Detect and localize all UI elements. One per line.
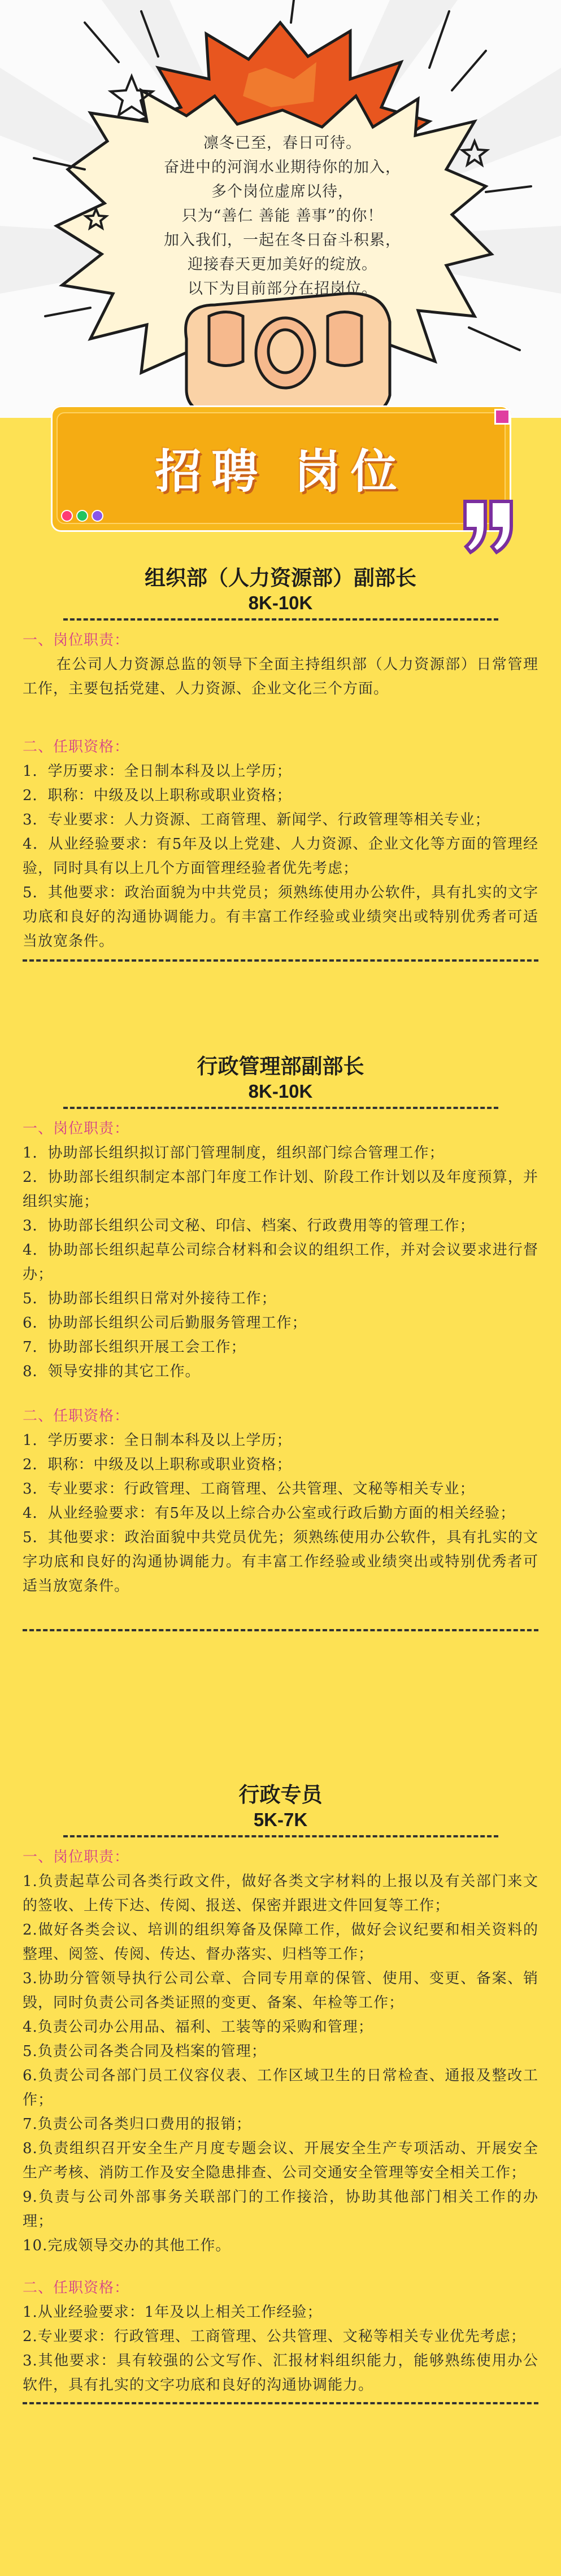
requirement-item: 5．其他要求：政治面貌中共党员优先；须熟练使用办公软件，具有扎实的文字功底和良好的沟通协调能力。有丰富工作经验或业绩突出或特别优秀者可适当放宽条件。 — [23, 1529, 538, 1595]
duty-item: 4．协助部长组织起草公司综合材料和会议的组织工作，并对会议要求进行督办； — [23, 1242, 538, 1283]
requirement-item: 3.其他要求：具有较强的公文写作、汇报材料组织能力，能够熟练使用办公软件，具有扎实的文字功底和良好的沟通协调能力。 — [23, 2352, 538, 2394]
divider — [63, 1835, 498, 1837]
duties-heading: 一、岗位职责： — [23, 632, 130, 649]
recruit-banner — [51, 405, 511, 532]
duty-item: 5.负责公司各类合同及档案的管理； — [23, 2043, 267, 2060]
requirements-heading: 二、任职资格： — [23, 1408, 130, 1425]
requirement-item: 4．从业经验要求：有5年及以上党建、人力资源、企业文化等方面的管理经验，同时具有以上几个方面管理经验者优先考虑； — [23, 836, 538, 877]
requirement-item: 3．专业要求：行政管理、工商管理、公共管理、文秘等相关专业； — [23, 1481, 475, 1497]
banner-title: 招聘 岗位 — [155, 445, 407, 499]
requirement-item: 4．从业经验要求：有5年及以上综合办公室或行政后勤方面的相关经验； — [23, 1505, 516, 1522]
requirement-item: 1．学历要求：全日制本科及以上学历； — [23, 1432, 292, 1449]
intro-line: 以下为目前部分在招岗位。 — [188, 280, 377, 298]
duty-item: 6.负责公司各部门员工仪容仪表、工作区域卫生的日常检查、通报及整改工作； — [23, 2067, 538, 2108]
pointing-hand-icon — [186, 294, 390, 418]
divider — [23, 959, 538, 962]
duty-item: 9.负责与公司外部事务关联部门的工作接洽，协助其他部门相关工作的办理； — [23, 2189, 538, 2230]
requirement-item: 2．职称：中级及以上职称或职业资格； — [23, 1456, 292, 1473]
duty-item: 4.负责公司办公用品、福利、工装等的采购和管理； — [23, 2019, 373, 2036]
intro-line: 多个岗位虚席以待， — [211, 183, 354, 200]
green-dot-icon — [76, 510, 88, 522]
requirement-item: 1.从业经验要求：1年及以上相关工作经验； — [23, 2304, 323, 2321]
banner-dots — [61, 510, 103, 522]
job-salary: 5K-7K — [253, 1809, 308, 1830]
divider — [63, 1107, 498, 1109]
duty-item: 在公司人力资源总监的领导下全面主持组织部（人力资源部）日常管理工作，主要包括党建、人力资源、企业文化三个方面。 — [23, 656, 538, 697]
intro-text — [113, 131, 452, 301]
job-section-hr-deputy — [23, 561, 538, 962]
duty-item: 8．领导安排的其它工作。 — [23, 1363, 201, 1380]
job-title: 行政专员 — [238, 1782, 323, 1807]
duty-item: 3.协助分管领导执行公司公章、合同专用章的保管、使用、变更、备案、销毁，同时负责公司各类证照的变更、备案、年检等工作； — [23, 1970, 538, 2011]
job-section-admin-deputy — [23, 1049, 538, 1631]
divider — [23, 1629, 538, 1631]
duty-item: 2.做好各类会议、培训的组织筹备及保障工作，做好会议纪要和相关资料的整理、阅签、传阅、传达、督办落实、归档等工作； — [23, 1922, 538, 1963]
requirements-heading: 二、任职资格： — [23, 2280, 130, 2296]
requirement-item: 2.专业要求：行政管理、工商管理、公共管理、文秘等相关专业优先考虑； — [23, 2328, 526, 2345]
job-title: 组织部（人力资源部）副部长 — [145, 565, 416, 590]
intro-line: 加入我们，一起在冬日奋斗积累， — [164, 232, 401, 249]
purple-dot-icon — [92, 510, 103, 522]
intro-line: 迎接春天更加美好的绽放。 — [188, 256, 377, 273]
intro-line: 只为“善仁 善能 善事”的你！ — [181, 207, 384, 225]
job-salary: 8K-10K — [248, 1081, 313, 1102]
requirement-item: 2．职称：中级及以上职称或职业资格； — [23, 787, 292, 804]
requirement-item: 1．学历要求：全日制本科及以上学历； — [23, 763, 292, 780]
corner-square-icon — [494, 409, 510, 425]
duty-item: 7.负责公司各类归口费用的报销； — [23, 2116, 251, 2133]
requirement-item: 5．其他要求：政治面貌为中共党员；须熟练使用办公软件，具有扎实的文字功底和良好的沟通协调能力。有丰富工作经验或业绩突出或特别优秀者可适当放宽条件。 — [23, 884, 538, 950]
duty-item: 3．协助部长组织公司文秘、印信、档案、行政费用等的管理工作； — [23, 1217, 475, 1234]
duty-item: 8.负责组织召开安全生产月度专题会议、开展安全生产专项活动、开展安全生产考核、消防工作及安全隐患排查、公司交通安全管理等安全相关工作； — [23, 2140, 538, 2181]
hero-illustration — [0, 0, 561, 418]
duty-item: 6．协助部长组织公司后勤服务管理工作； — [23, 1315, 307, 1331]
pink-dot-icon — [61, 510, 73, 522]
duties-heading: 一、岗位职责： — [23, 1849, 130, 1866]
duty-item: 7．协助部长组织开展工会工作； — [23, 1339, 246, 1356]
duty-item: 2．协助部长组织制定本部门年度工作计划、阶段工作计划以及年度预算，并组织实施； — [23, 1169, 538, 1210]
duties-heading: 一、岗位职责： — [23, 1120, 130, 1137]
job-section-admin-specialist — [23, 1778, 538, 2404]
duty-item: 10.完成领导交办的其他工作。 — [23, 2237, 231, 2254]
intro-line: 凛冬已至，春日可待。 — [203, 134, 362, 152]
job-title: 行政管理部副部长 — [197, 1054, 364, 1079]
job-salary: 8K-10K — [248, 592, 313, 613]
quote-mark-icon — [460, 497, 517, 559]
requirements-heading: 二、任职资格： — [23, 739, 130, 756]
duty-item: 5．协助部长组织日常对外接待工作； — [23, 1290, 277, 1307]
duty-item: 1.负责起草公司各类行政文件，做好各类文字材料的上报以及有关部门来文的签收、上传下达、传阅、报送、保密并跟进文件回复等工作； — [23, 1873, 538, 1914]
intro-line: 奋进中的河润水业期待你的加入， — [164, 159, 401, 176]
divider — [23, 2402, 538, 2404]
requirement-item: 3．专业要求：人力资源、工商管理、新闻学、行政管理等相关专业； — [23, 811, 490, 828]
duty-item: 1．协助部长组织拟订部门管理制度，组织部门综合管理工作； — [23, 1145, 445, 1162]
divider — [63, 618, 498, 621]
